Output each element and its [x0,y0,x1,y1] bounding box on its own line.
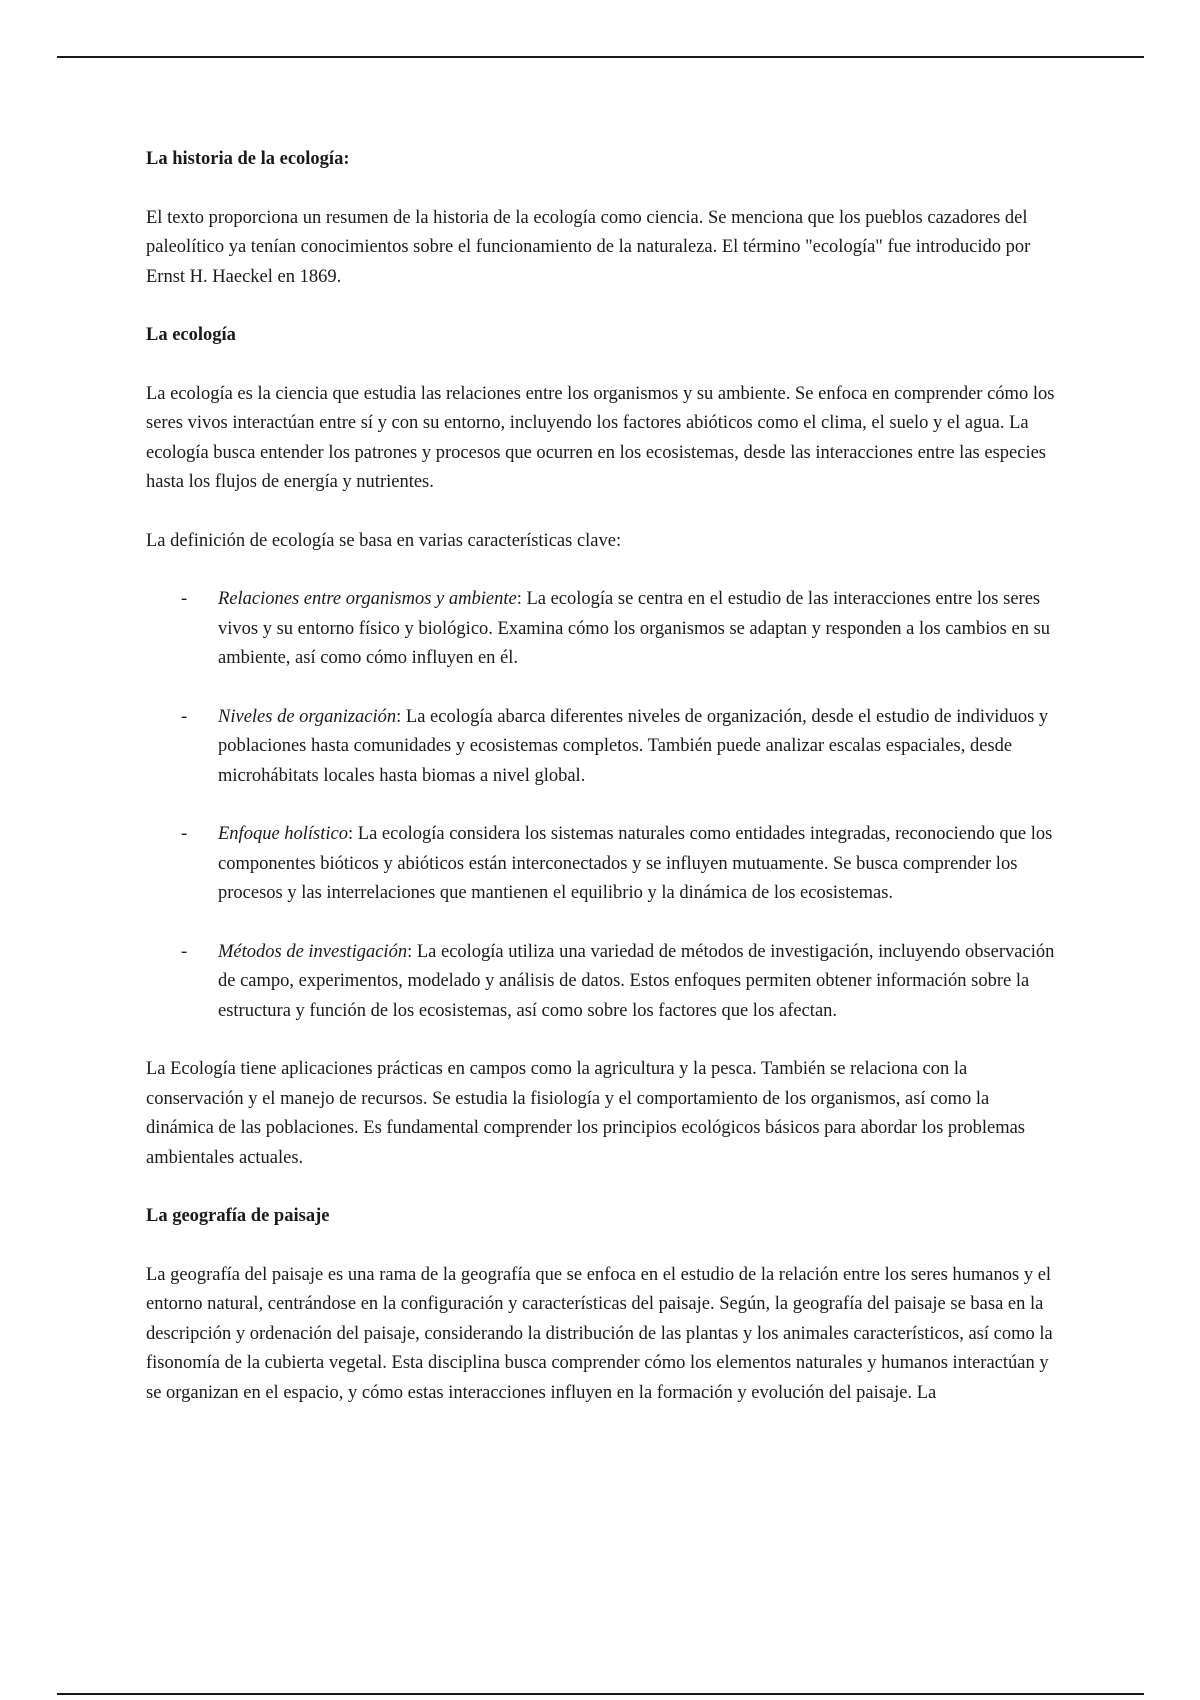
top-rule [57,56,1144,58]
paragraph-historia: El texto proporciona un resumen de la historia de la ecología como ciencia. Se menciona que los pueblos cazadores del paleolítico ya tenían conocimientos sobre el funcionamiento de la naturaleza. El término "ecología" fue introducido por Ernst H. Haeckel en 1869. [146,207,1031,287]
paragraph-ecologia-definition: La ecología es la ciencia que estudia las relaciones entre los organismos y su ambiente. Se enfoca en comprender cómo los seres vivos interactúan entre sí y con su entorno, incluyendo los factores abióticos como el clima, el suelo y el agua. La ecología busca entender los patrones y procesos que ocurren en los ecosistemas, desde las interacciones entre las especies hasta los flujos de energía y nutrientes. [146,383,1055,492]
heading-ecologia: La ecología [146,325,236,345]
paragraph-ecologia-applications: La Ecología tiene aplicaciones prácticas en campos como la agricultura y la pesca. También se relaciona con la conservación y el manejo de recursos. Se estudia la fisiología y el comportamiento de los organismos, así como la dinámica de las poblaciones. Es fundamental comprender los principios ecológicos básicos para abordar los problemas ambientales actuales. [146,1059,1025,1168]
list-item [146,585,1056,674]
heading-geografia: La geografía de paisaje [146,1206,330,1226]
bullet-dash: - [181,589,188,609]
feature-text: : La ecología utiliza una variedad de métodos de investigación, incluyendo observación de campo, experimentos, modelado y análisis de datos. Estos enfoques permiten obtener información sobre la estructura y función de los ecosistemas, así como sobre los factores que los afectan. [218,941,1055,1021]
bullet-dash: - [181,941,188,962]
feature-text: : La ecología se centra en el estudio de las interacciones entre los seres vivos y su entorno físico y biológico. Examina cómo los organismos se adaptan y responden a los cambios en su ambiente, así como cómo influyen en él. [218,589,1051,668]
paragraph-ecologia-intro-list: La definición de ecología se basa en varias características clave: [146,530,622,551]
feature-term: Enfoque holístico [218,824,348,844]
feature-term: Niveles de organización [218,706,397,727]
heading-historia: La historia de la ecología: [146,149,350,169]
list-item [146,703,1056,792]
bullet-dash: - [181,706,188,727]
feature-list [146,585,1056,1026]
feature-term: Relaciones entre organismos y ambiente [218,589,517,609]
feature-term: Métodos de investigación [218,941,408,962]
document-body [146,145,1056,1437]
list-item [146,820,1056,909]
bottom-rule [57,1693,1144,1695]
paragraph-geografia: La geografía del paisaje es una rama de la geografía que se enfoca en el estudio de la relación entre los seres humanos y el entorno natural, centrándose en la configuración y características del paisaje. Según, la geografía del paisaje se basa en la descripción y ordenación del paisaje, considerando la distribución de las plantas y los animales característicos, así como la fisonomía de la cubierta vegetal. Esta disciplina busca comprender cómo los elementos naturales y humanos interactúan y se organizan en el espacio, y cómo estas interacciones influyen en la formación y evolución del paisaje. La [146,1264,1053,1403]
bullet-dash: - [181,824,188,844]
list-item [146,938,1056,1027]
feature-text: : La ecología abarca diferentes niveles de organización, desde el estudio de individuos y poblaciones hasta comunidades y ecosistemas completos. También puede analizar escalas espaciales, desde microhábitats locales hasta biomas a nivel global. [218,706,1049,786]
feature-text: : La ecología considera los sistemas naturales como entidades integradas, reconociendo que los componentes bióticos y abióticos están interconectados y se influyen mutuamente. Se busca comprender los procesos y las interrelaciones que mantienen el equilibrio y la dinámica de los ecosistemas. [218,824,1053,903]
